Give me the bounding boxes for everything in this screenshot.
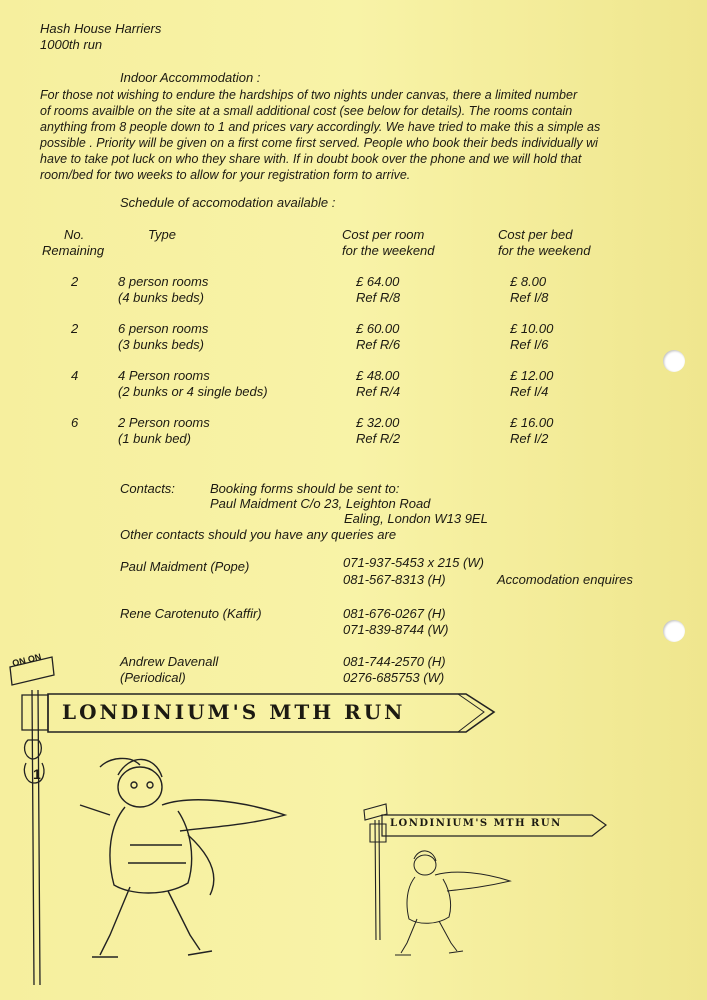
contact-alias: (Periodical): [120, 670, 186, 685]
indoor-heading: Indoor Accommodation :: [120, 70, 261, 85]
paragraph-line: For those not wishing to endure the hardships of two nights under canvas, there a limited number: [40, 88, 578, 102]
contact-name: Andrew Davenall: [120, 654, 219, 669]
col-room-cost-header: Cost per room: [342, 227, 425, 242]
contact-note: Accomodation enquires: [497, 572, 633, 587]
bed-ref: Ref I/6: [510, 337, 549, 352]
bed-cost: £ 16.00: [510, 415, 554, 430]
other-contacts-note: Other contacts should you have any queries are: [120, 527, 397, 542]
booking-note: Booking forms should be sent to:: [210, 481, 400, 496]
paragraph-line: possible . Priority will be given on a first come first served. People who book their beds individually wi: [40, 136, 598, 150]
room-type: 8 person rooms: [118, 274, 209, 289]
bed-ref: Ref I/4: [510, 384, 549, 399]
col-no-header: No.: [64, 227, 85, 242]
run-number: 1000th run: [40, 37, 103, 52]
room-cost: £ 64.00: [356, 274, 400, 289]
schedule-heading: Schedule of accomodation available :: [120, 195, 336, 210]
paragraph-line: of rooms availble on the site at a small additional cost (see below for details). The rooms contain: [40, 104, 573, 118]
contact-phone: 081-676-0267 (H): [343, 606, 446, 621]
room-beds: (4 bunks beds): [118, 290, 204, 305]
remaining-count: 2: [71, 321, 79, 336]
col-remaining-header: Remaining: [42, 243, 105, 258]
paragraph-line: anything from 8 people down to 1 and prices vary accordingly. We have tried to make this a simple as: [40, 120, 601, 134]
room-beds: (1 bunk bed): [118, 431, 191, 446]
room-ref: Ref R/6: [356, 337, 401, 352]
contact-phone: 0276-685753 (W): [343, 670, 445, 685]
banner-title: LONDINIUM'S MTH RUN: [62, 700, 406, 724]
small-banner-title: LONDINIUM'S MTH RUN: [390, 818, 562, 829]
room-beds: (2 bunks or 4 single beds): [118, 384, 268, 399]
room-ref: Ref R/8: [356, 290, 401, 305]
contact-name: Paul Maidment (Pope): [120, 559, 250, 574]
contact-phone: 081-744-2570 (H): [343, 654, 446, 669]
bed-cost: £ 12.00: [510, 368, 554, 383]
room-type: 2 Person rooms: [118, 415, 210, 430]
contact-phone: 071-839-8744 (W): [343, 622, 449, 637]
col-bed-cost-header: Cost per bed: [498, 227, 573, 242]
room-ref: Ref R/2: [356, 431, 401, 446]
room-type: 6 person rooms: [118, 321, 209, 336]
contact-name: Rene Carotenuto (Kaffir): [120, 606, 262, 621]
bed-cost: £ 8.00: [510, 274, 547, 289]
room-type: 4 Person rooms: [118, 368, 210, 383]
contacts-label: Contacts:: [120, 481, 175, 496]
room-cost: £ 32.00: [356, 415, 400, 430]
col-room-cost-header-2: for the weekend: [342, 243, 435, 258]
room-cost: £ 48.00: [356, 368, 400, 383]
remaining-count: 2: [71, 274, 79, 289]
col-type-header: Type: [148, 227, 176, 242]
paragraph-line: room/bed for two weeks to allow for your registration form to arrive.: [40, 168, 411, 182]
address-line-1: Paul Maidment C/o 23, Leighton Road: [210, 496, 431, 511]
paragraph-line: have to take pot luck on who they share with. If in doubt book over the phone and we will hold that: [40, 152, 582, 166]
small-roman-soldier-illustration: [385, 845, 515, 960]
signpost-number: 1: [33, 766, 41, 782]
bed-cost: £ 10.00: [510, 321, 554, 336]
roman-soldier-illustration: [70, 745, 300, 975]
bed-ref: Ref I/2: [510, 431, 549, 446]
contact-phone: 071-937-5453 x 215 (W): [343, 555, 484, 570]
club-name: Hash House Harriers: [40, 21, 162, 36]
bed-ref: Ref I/8: [510, 290, 549, 305]
signpost-label: ON ON: [11, 651, 43, 669]
room-cost: £ 60.00: [356, 321, 400, 336]
indoor-paragraph: [40, 87, 665, 183]
address-line-2: Ealing, London W13 9EL: [344, 511, 488, 526]
contact-phone: 081-567-8313 (H): [343, 572, 446, 587]
remaining-count: 4: [71, 368, 79, 383]
punch-hole: [663, 350, 685, 372]
remaining-count: 6: [71, 415, 79, 430]
punch-hole: [663, 620, 685, 642]
col-bed-cost-header-2: for the weekend: [498, 243, 591, 258]
room-beds: (3 bunks beds): [118, 337, 204, 352]
room-ref: Ref R/4: [356, 384, 401, 399]
